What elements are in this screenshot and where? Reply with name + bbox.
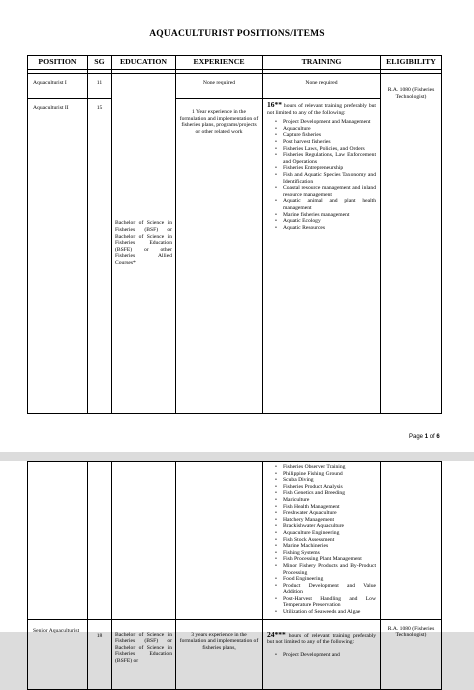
training-intro-text: hours of relevant training preferably but not limited to any of the following:	[267, 103, 376, 116]
list-item: • Philippine Fishing Ground	[283, 471, 376, 478]
experience-cell: None required	[176, 74, 263, 99]
education-cell: Bachelor of Science in Fisheries (BSF) or Bachelor of Science in Fisheries Education (BSFE) or other Fisheries Allied Courses*	[112, 74, 176, 414]
position-cell: Aquaculturist II	[28, 99, 88, 414]
table-row	[28, 99, 442, 414]
list-item: • Fisheries Observer Training	[283, 464, 376, 471]
list-item: • Fish Processing Plant Management	[283, 556, 376, 563]
list-item: • Utilization of Seaweeds and Algae	[283, 609, 376, 616]
table-row	[28, 462, 442, 620]
training-cell	[263, 99, 381, 414]
eligibility-cell: R.A. 1080 (Fisheries Technologist)	[381, 619, 442, 689]
training-cell	[263, 462, 381, 620]
table-row	[28, 74, 442, 99]
list-item: • Post-Harvest Handling and Low Temperature Preservation	[283, 596, 376, 609]
position-cell	[28, 462, 88, 620]
sg-cell: 15	[88, 99, 112, 414]
training-cell: None required	[263, 74, 381, 99]
header-sg: SG	[88, 56, 112, 70]
list-item: • Brackishwater Aquaculture	[283, 523, 376, 530]
training-intro-text: hours of relevant training preferably but not limited to any of the following:	[267, 632, 376, 646]
document-page-2	[0, 461, 474, 665]
header-education: EDUCATION	[112, 56, 176, 70]
list-item: • Project Development and	[283, 652, 376, 659]
list-item: • Aquatic Resources	[283, 225, 376, 232]
training-cell	[263, 619, 381, 689]
list-item: • Fish Stock Assessment	[283, 537, 376, 544]
list-item: • Aquatic animal and plant health management	[283, 198, 376, 211]
list-item: • Minor Fishery Products and By-Product Processing	[283, 563, 376, 576]
training-list	[267, 464, 376, 616]
position-cell: Aquaculturist I	[28, 74, 88, 99]
training-list	[267, 652, 376, 659]
list-item: • Hatchery Management	[283, 517, 376, 524]
list-item: • Fish Genetics and Breeding	[283, 490, 376, 497]
list-item: • Coastal resource management and inland resource management	[283, 185, 376, 198]
experience-cell: 3 years experience in the formulation and implementation of fisheries plans,	[176, 619, 263, 689]
training-intro	[267, 629, 376, 646]
training-hours: 24***	[267, 629, 286, 639]
header-experience: EXPERIENCE	[176, 56, 263, 70]
experience-cell: 1 Year experience in the formulation and implementation of fisheries plans, programs/projects or other related work	[176, 99, 263, 414]
education-cell	[112, 462, 176, 620]
list-item: • Aquaculture	[283, 126, 376, 133]
positions-table	[27, 55, 442, 414]
list-item: • Fishing Systems	[283, 550, 376, 557]
sg-cell: 11	[88, 74, 112, 99]
list-item: • Mariculture	[283, 497, 376, 504]
training-list	[267, 119, 376, 231]
header-position: POSITION	[28, 56, 88, 70]
header-eligibility: ELIGIBILITY	[381, 56, 442, 70]
experience-cell	[176, 462, 263, 620]
list-item: • Food Engineering	[283, 576, 376, 583]
position-cell: Senior Aquaculturist	[28, 619, 88, 689]
sg-cell: 18	[88, 619, 112, 689]
list-item: • Freshwater Aquaculture	[283, 510, 376, 517]
page-number: Page 1 of 6	[409, 434, 440, 440]
header-training: TRAINING	[263, 56, 381, 70]
list-item: • Marine Machineries	[283, 543, 376, 550]
eligibility-cell	[381, 462, 442, 620]
list-item: • Fish Health Management	[283, 504, 376, 511]
list-item: • Scuba Diving	[283, 477, 376, 484]
eligibility-cell: R.A. 1080 (Fisheries Technologist)	[381, 74, 442, 414]
list-item: • Aquatic Ecology	[283, 218, 376, 225]
education-cell: Bachelor of Science in Fisheries (BSF) or Bachelor of Science in Fisheries Education (BSFE) or	[112, 619, 176, 689]
list-item: • Marine fisheries management	[283, 212, 376, 219]
training-intro	[267, 102, 376, 116]
table-row	[28, 619, 442, 689]
training-hours: 16**	[267, 100, 282, 109]
sg-cell	[88, 462, 112, 620]
list-item: • Project Development and Management	[283, 119, 376, 126]
positions-table-continued	[27, 461, 442, 690]
list-item: • Fisheries Entrepreneurship	[283, 165, 376, 172]
table-header-row	[28, 56, 442, 70]
list-item: • Aquaculture Engineering	[283, 530, 376, 537]
list-item: • Product Development and Value Addition	[283, 583, 376, 596]
list-item: • Capture fisheries	[283, 132, 376, 139]
list-item: • Post harvest fisheries	[283, 139, 376, 146]
document-title: AQUACULTURIST POSITIONS/ITEMS	[149, 29, 325, 39]
list-item: • Fisheries Product Analysis	[283, 484, 376, 491]
list-item: • Fish and Aquatic Species Taxonomy and Identification	[283, 172, 376, 185]
list-item: • Fisheries Regulations, Law Enforcement and Operations	[283, 152, 376, 165]
list-item: • Fisheries Laws, Policies, and Orders	[283, 146, 376, 153]
